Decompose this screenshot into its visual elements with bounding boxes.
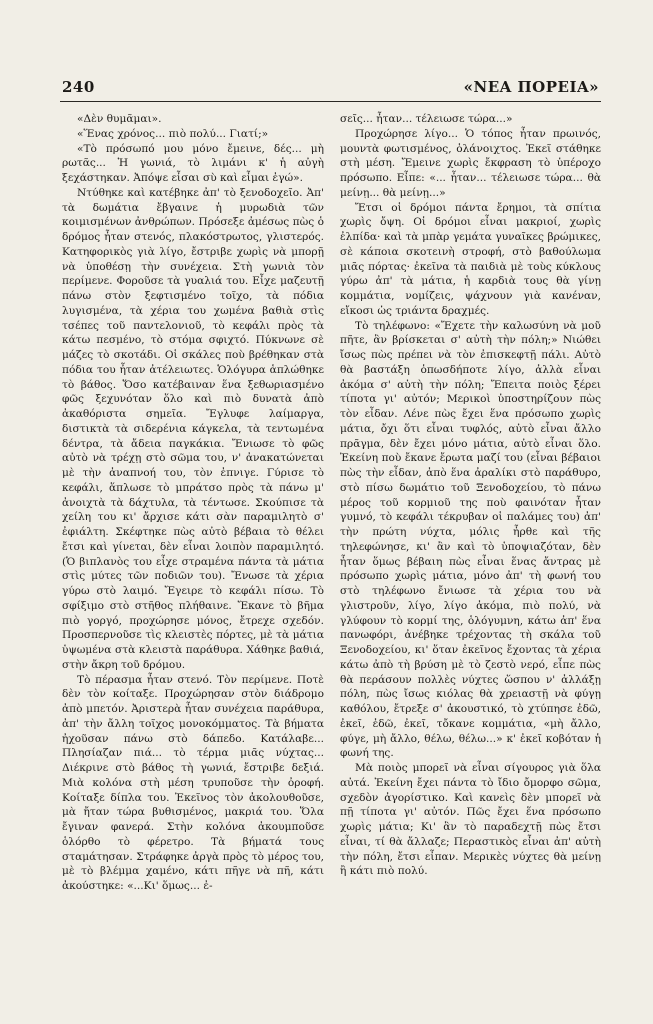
- paragraph: Τὸ πέρασμα ἦταν στενό. Τὸν περίμενε. Ποτὲ δὲν τὸν κοίταξε. Προχώρησαν στὸν διάδρομο ἀπὸ μπετόν. Ἀριστερὰ ἦταν συνέχεια παράθυρα, ἀπ' τὴν ἄλλη τοῖχος μονοκόμματος. Τὰ βήματα ἠχοῦσαν πάνω στὸ δάπεδο. Κατάλαβε... Πλησίαζαν πιά... τὸ τέρμα μιᾶς νύχτας... Διέκρινε στὸ βάθος τὴ γωνιά, ἔστριβε δεξιά. Μιὰ κολόνα στὴ μέση τρυποῦσε τὴν ὀροφή. Κοίταξε δίπλα του. Ἐκεῖνος τὸν ἀκολουθοῦσε, μὰ ἤταν τώρα βυθισμένος, μακριά του. Ὅλα ἔγιναν φανερά. Στὴν κολόνα ἀκουμποῦσε ὁλόρθο τὸ φέρετρο. Τὰ βήματά τους σταμάτησαν. Στράφηκε ἀργὰ πρὸς τὸ μέρος του, μὲ τὸ βλέμμα χαμένο, κάτι πῆγε νὰ πῆ, κάτι ἀκούστηκε: «...Κι' ὅμως... ἐ-: [62, 673, 324, 892]
- text-column-left: [62, 112, 324, 894]
- paragraph: «Τὸ πρόσωπό μου μόνο ἔμεινε, δές... μὴ ρωτᾶς... Ἡ γωνιά, τὸ λιμάνι κ' ἡ αὐγὴ ξεχάστηκαν. Ἀπόψε εἶσαι σὺ καὶ εἶμαι ἐγώ».: [62, 142, 324, 184]
- page-number: 240: [62, 78, 95, 96]
- paragraph: Μὰ ποιὸς μπορεῖ νὰ εἶναι σίγουρος γιὰ ὅλα αὐτά. Ἐκείνη ἔχει πάντα τὸ ἴδιο ὄμορφο σῶμα, σχεδὸν ἀγορίστικο. Καὶ κανεὶς δὲν μπορεῖ νὰ πῇ τίποτα γι' αὐτόν. Πῶς ἔχει ἕνα πρόσωπο χωρὶς μάτια; Κι' ἂν τὸ παραδεχτῇ πὼς ἔτσι εἶναι, τί θὰ ἄλλαζε; Περαστικὸς εἶναι ἀπ' αὐτὴ τὴν πόλη, ἔτσι εἶπαν. Μερικὲς νύχτες θὰ μείνῃ ἢ κάτι πιὸ πολύ.: [340, 762, 601, 878]
- paragraph: Ἔτσι οἱ δρόμοι πάντα ἔρημοι, τὰ σπίτια χωρὶς ὄψη. Οἱ δρόμοι εἶναι μακριοί, χωρὶς ἐλπίδα· καὶ τὰ μπὰρ γεμάτα γυναῖκες βρώμικες, σὲ κάποια σκοτεινὴ στροφή, στὸ βαθούλωμα μιᾶς πόρτας· ἐκεῖνα τὰ παιδιὰ μὲ τοὺς κύκλους γύρω ἀπ' τὰ μάτια, ἡ καρδιὰ τους θὰ γίνῃ κομμάτια, νομίζεις, ψάχνουν γιὰ κανέναν, εἴκοσι ὡς τριάντα δραχμές.: [340, 201, 601, 317]
- running-title: «ΝΕΑ ΠΟΡΕΙΑ»: [463, 78, 599, 96]
- paragraph: Ντύθηκε καὶ κατέβηκε ἀπ' τὸ ξενοδοχεῖο. Ἀπ' τὰ δωμάτια ἔβγαινε ἡ μυρωδιὰ τῶν κοιμισμένων ἀνθρώπων. Πρόσεξε ἀμέσως πὼς ὁ δρόμος ἦταν στενός, πλακόστρωτος, γλιστερός. Κατηφορικὸς γιὰ λίγο, ἔστριβε χωρὶς νὰ μπορῇ νὰ ὑποθέσῃ τὴν συνέχεια. Στὴ γωνιὰ τὸν περίμενε. Φοροῦσε τὰ γυαλιά του. Εἶχε μαζευτῇ πάνω στὸν ξεφτισμένο τοῖχο, τὰ πόδια λυγισμένα, τὰ χέρια του χωμένα βαθιὰ στὶς τσέπες τοῦ παντελονιοῦ, τὸ κεφάλι πρὸς τὰ κάτω πεσμένο, τὸ στόμα σφιχτό. Πύκνωνε σὲ μάζες τὸ σκοτάδι. Οἱ σκάλες ποὺ βρέθηκαν στὰ πόδια του ἦταν ἀτέλειωτες. Ὁλόγυρα ἁπλώθηκε τὸ βάθος. Ὅσο κατέβαιναν ἕνα ξεθωριασμένο φῶς ξεχυνόταν ὅλο καὶ πιὸ δυνατὰ ἀπὸ ἀκαθόριστα σημεῖα. Ἔγλυφε λαίμαργα, διστικτὰ τὰ σιδερένια κάγκελα, τὰ τεντωμένα δέντρα, τὰ ἄδεια παγκάκια. Ἔνιωσε τὸ φῶς αὐτὸ νὰ τρέχῃ στὸ σῶμα του, ν' ἀνακατώνεται μὲ τὴν ἀναπνοή του, τὸν ἐπνιγε. Γύρισε τὸ κεφάλι, ἅπλωσε τὸ μπράτσο πρὸς τὰ πάνω μ' ἀνοιχτὰ τὰ δάχτυλα, τὰ τέντωσε. Σκούπισε τὰ χείλη του κι' ἄρχισε κάτι σὰν παραμιλητὸ σ' ἐφιάλτη. Σκέφτηκε πὼς αὐτὸ βέβαια τὸ θέλει ἔτσι καὶ γίνεται, δὲν εἶναι λοιπὸν παραμιλητό. (Ὁ βιπλανὸς του εἶχε στραμένα πάντα τὰ μάτια στὶς μύτες τῶν ποδιῶν του). Ἔνωσε τὰ χέρια γύρω στὸ λαιμό. Ἔγειρε τὸ κεφάλι πίσω. Τὸ σφίξιμο στὸ στῆθος πλήθαινε. Ἔκανε τὸ βῆμα πιὸ γοργό, προχώρησε μόνος, ἔτρεχε σχεδόν. Προσπερνοῦσε τὶς κλειστὲς πόρτες, μὲ τὰ μάτια ὑψωμένα στὰ κλειστὰ παράθυρα. Χάθηκε βαθιά, στὴν ἄκρη τοῦ δρόμου.: [62, 186, 324, 671]
- text-column-right: [340, 112, 601, 879]
- paragraph: Τὸ τηλέφωνο: «Ἔχετε τὴν καλωσύνη νὰ μοῦ πῆτε, ἂν βρίσκεται σ' αὐτὴ τὴν πόλη;» Νιώθει ἴσως πὼς πρέπει νὰ τὸν ἐπισκεφτῇ πάλι. Αὐτὸ θὰ βαστάξη ὁπωσδήποτε λίγο, ἀλλὰ εἶναι ἀκόμα σ' αὐτὴ τὴν πόλη; Ἔπειτα ποιὸς ξέρει τίποτα γι' αὐτόν; Μερικοὶ ὑποστηρίζουν πὼς τὸν εἶδαν. Λένε πὼς ἔχει ἕνα πρόσωπο χωρὶς μάτια, ὄχι ὅτι εἶναι τυφλός, αὐτὸ εἶναι ἄλλο πρᾶγμα, δὲν ἔχει μόνο μάτια, αὐτὸ εἶναι ὅλο. Ἐκείνη ποὺ ἔκανε ἔρωτα μαζί του (εἶναι βέβαιοι πὼς τὴν εἶδαν, ἀπὸ ἕνα ἀραλίκι στὸ παράθυρο, στὸ πίσω δωμάτιο τοῦ Ξενοδοχείου, τὸ πάνω μέρος τοῦ κορμιοῦ της ποὺ φαινόταν ἦταν γυμνό, τὸ κεφάλι τέκρυβαν οἱ παλάμες του) ἀπ' τὴν πρώτη νύχτα, μόλις ἦρθε καὶ τῆς τηλεφώνησε, κι' ἂν καὶ τὸ ὑποψιαζόταν, δὲν ἦταν ὅμως βέβαιη πὼς εἶναι ἕνας ἄντρας μὲ πρόσωπο χωρὶς μάτια, μόνο ἀπ' τὴ φωνή του στὸ τηλέφωνο ἔνιωσε τὰ χέρια του νὰ γλιστροῦν, λίγο, λίγο ἀκόμα, πιὸ πολύ, νὰ γλύφουν τὸ κορμί της, ὁλόγυμνη, κάτω ἀπ' ἕνα πανωφόρι, ἀνέβηκε τρέχοντας τὴ σκάλα τοῦ Ξενοδοχείου, κι' ὅταν ἐκεῖνος ἔχοντας τὰ χέρια κάτω ἀπὸ τὴ βρύση μὲ τὸ ζεστὸ νερό, εἶπε πὼς θὰ περάσουν πολλὲς νύχτες ὥσπου ν' ἀλλάξῃ πόλη, πὼς ἴσως κιόλας θὰ χρειαστῇ νὰ φύγῃ καθόλου, ἔτρεξε σ' ἀκουστικό, τὸ χτύπησε ἐδῶ, ἐκεῖ, ἐδῶ, ἐκεῖ, τὄκανε κομμάτια, «μὴ ἄλλο, φύγε, μὴ ἄλλο, θέλω, θέλω...» κ' ἐκεῖ κοβόταν ἡ φωνή της.: [340, 319, 601, 760]
- paragraph: «Ἕνας χρόνος... πιὸ πολύ... Γιατί;»: [77, 127, 269, 140]
- header-rule: [60, 101, 601, 102]
- paragraph: Προχώρησε λίγο... Ὁ τόπος ἦταν πρωινός, μουντὰ φωτισμένος, ὁλάνοιχτος. Ἐκεῖ στάθηκε στὴ μέση. Ἔμεινε χωρὶς ἔκφραση τὸ ὑπέροχο πρόσωπο. Εἶπε: «... ἦταν... τέλειωσε τώρα... θὰ μείνῃ... θὰ μείνῃ...»: [340, 127, 601, 199]
- paragraph: σεῖς... ἦταν... τέλειωσε τώρα...»: [340, 113, 513, 125]
- paragraph: «Δὲν θυμᾶμαι».: [77, 113, 162, 125]
